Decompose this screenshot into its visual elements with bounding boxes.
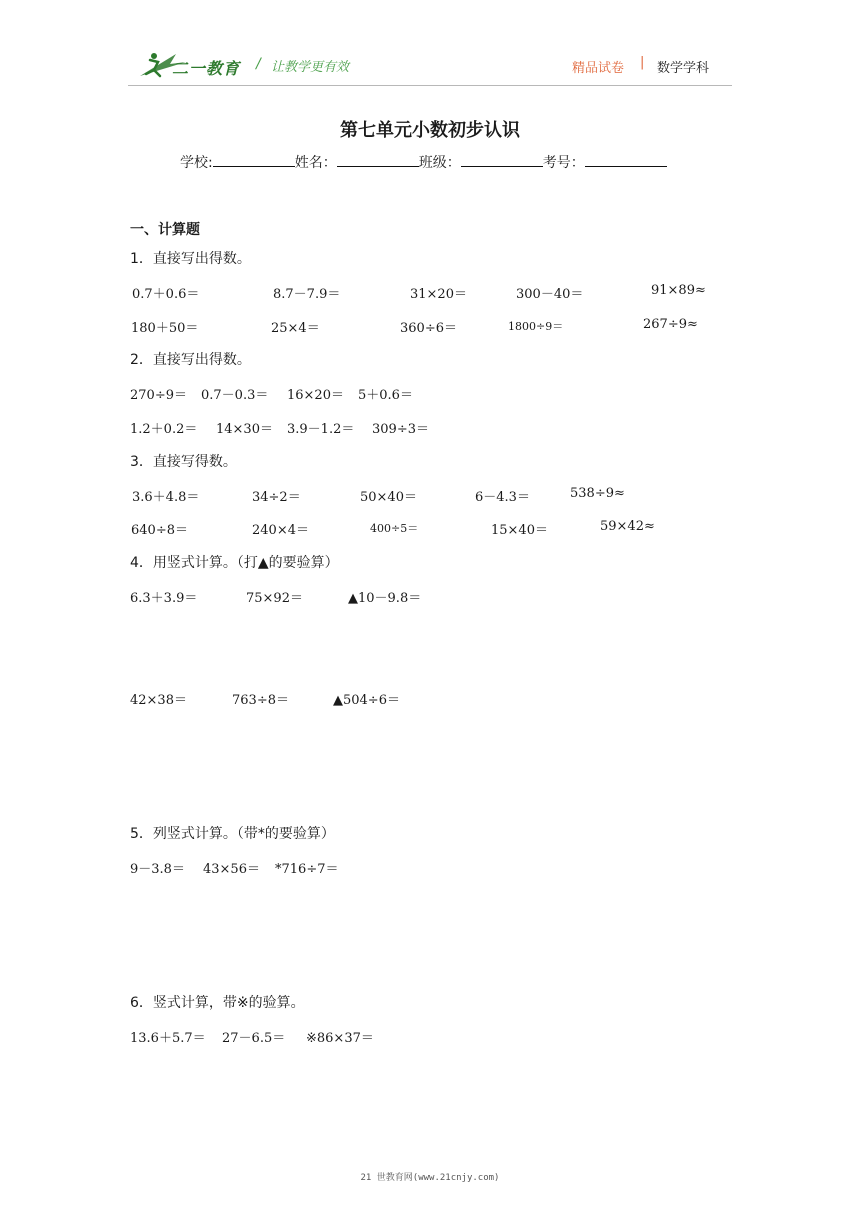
page-footer: 21 世教育网(www.21cnjy.com) [360,1173,500,1183]
question-1-label: 1．直接写出得数。 [130,251,251,267]
q2-item: 3.9－1.2＝ [287,422,355,437]
q1-item: 360÷6＝ [400,321,457,336]
q3-item: 400÷5＝ [370,522,419,535]
q2-item: 16×20＝ [287,388,344,403]
q3-item: 34÷2＝ [252,490,301,505]
header-slash: / [256,56,261,72]
class-label: 班级： [418,155,461,171]
q1-item: 300－40＝ [516,287,584,302]
q2-item: 5＋0.6＝ [358,388,413,403]
name-label: 姓名： [294,155,337,171]
q1-item: 267÷9≈ [643,317,698,332]
q1-item: 1800÷9＝ [508,320,564,333]
q2-item: 0.7－0.3＝ [201,388,269,403]
q4-item: ▲504÷6＝ [333,693,400,708]
exam-no-label: 考号： [542,155,585,171]
question-2-label: 2．直接写出得数。 [130,352,251,368]
q3-item: 15×40＝ [491,523,548,538]
q4-item: ▲10－9.8＝ [348,591,422,606]
q3-item: 240×4＝ [252,523,309,538]
header-category: 精品试卷 [572,61,625,76]
q4-item: 42×38＝ [130,693,187,708]
q1-item: 31×20＝ [410,287,467,302]
q5-item: 9－3.8＝ [130,862,185,877]
q3-item: 640÷8＝ [131,523,188,538]
header-subject: 数学学科 [657,61,710,76]
section-heading: 一、计算题 [130,222,200,238]
question-6-label: 6．竖式计算，带※的验算。 [130,995,305,1011]
question-4-label: 4．用竖式计算。（打▲的要验算） [130,555,339,571]
q6-item: ※86×37＝ [306,1031,374,1046]
q3-item: 50×40＝ [360,490,417,505]
q1-item: 91×89≈ [651,283,706,298]
school-blank[interactable] [213,152,295,167]
q5-item: 43×56＝ [203,862,260,877]
q5-item: *716÷7＝ [275,862,339,877]
q1-item: 25×4＝ [271,321,320,336]
school-label: 学校: [180,155,213,171]
q2-item: 309÷3＝ [372,422,429,437]
name-blank[interactable] [337,152,419,167]
q1-item: 180＋50＝ [131,321,199,336]
q4-item: 763÷8＝ [232,693,289,708]
q3-item: 6－4.3＝ [475,490,530,505]
page-title: 第七单元小数初步认识 [340,120,520,141]
q2-item: 270÷9＝ [130,388,187,403]
student-info-line [180,152,667,172]
q4-item: 6.3＋3.9＝ [130,591,198,606]
exam-no-blank[interactable] [585,152,667,167]
brand-slogan: 让教学更有效 [271,60,350,75]
q3-item: 538÷9≈ [570,486,625,501]
q6-item: 13.6＋5.7＝ [130,1031,206,1046]
header-separator: | [640,55,645,70]
q2-item: 1.2＋0.2＝ [130,422,198,437]
q1-item: 8.7－7.9＝ [273,287,341,302]
q1-item: 0.7＋0.6＝ [132,287,200,302]
q3-item: 3.6＋4.8＝ [132,490,200,505]
class-blank[interactable] [461,152,543,167]
q4-item: 75×92＝ [246,591,303,606]
question-5-label: 5．列竖式计算。（带*的要验算） [130,826,335,842]
header-divider [128,85,732,86]
q2-item: 14×30＝ [216,422,273,437]
q6-item: 27－6.5＝ [222,1031,286,1046]
question-3-label: 3．直接写得数。 [130,454,237,470]
q3-item: 59×42≈ [600,519,655,534]
brand-name: 二一教育 [172,59,241,78]
